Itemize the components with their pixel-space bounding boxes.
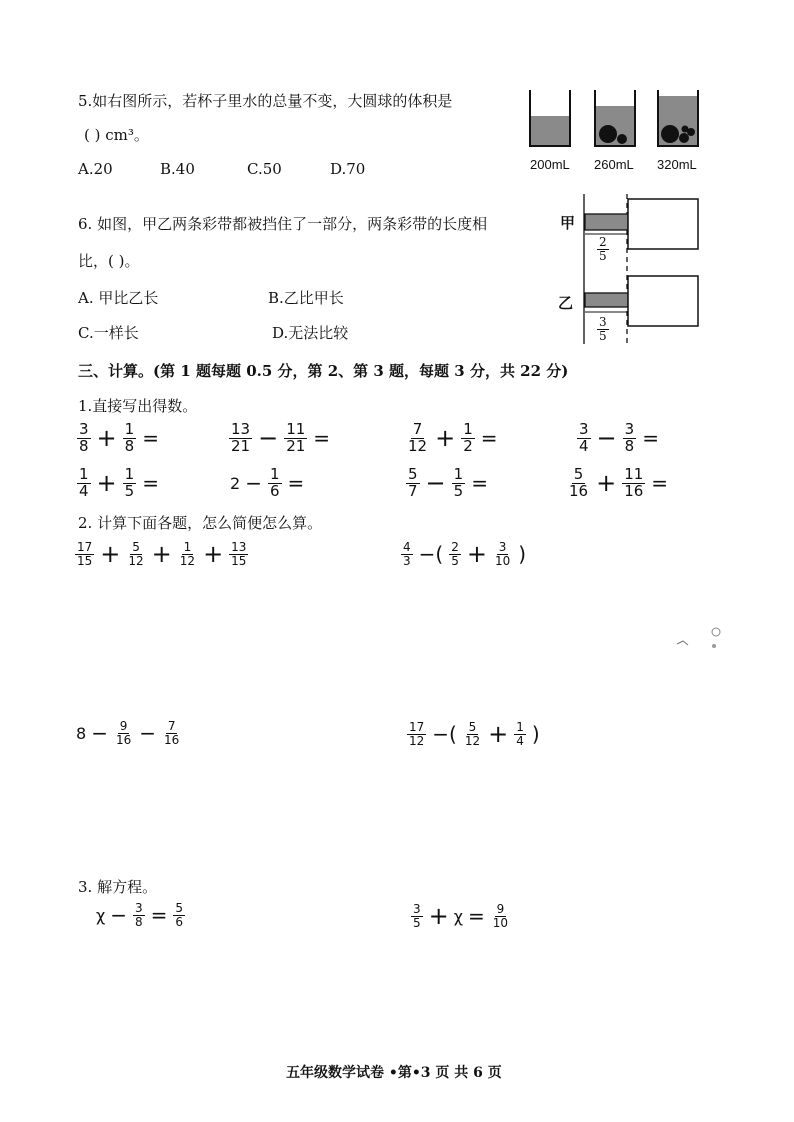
equation-2: $\frac{3}{5}$ + χ = $\frac{9}{10}$ <box>413 901 509 930</box>
frac-jia: $\frac{2}{5}$ <box>599 235 607 263</box>
q5-option-a: A.20 <box>78 160 113 178</box>
direct-item-4: $\frac{3}{4}$ − $\frac{3}{8}$ = <box>579 420 659 455</box>
q6-option-d: D.无法比较 <box>272 324 349 342</box>
simplify-expr-2: $\frac{4}{3}$ −( $\frac{2}{5}$ + $\frac{3}{10}$ ) <box>403 539 527 568</box>
equation-1: χ − $\frac{3}{8}$ = $\frac{5}{6}$ <box>96 901 184 929</box>
q6-option-b: B.乙比甲长 <box>268 289 344 307</box>
simplify-expr-1: $\frac{17}{15}$ + $\frac{5}{12}$ + $\frac{1}{12}$ + $\frac{13}{15}$ <box>77 539 247 568</box>
page-footer: 五年级数学试卷 •第•3 页 共 6 页 <box>286 1065 502 1081</box>
direct-item-1: $\frac{3}{8}$ + $\frac{1}{8}$ = <box>79 420 159 455</box>
scan-specks <box>672 622 732 652</box>
cup-label-3: 320mL <box>657 157 697 172</box>
q5-option-d: D.70 <box>330 160 366 178</box>
label-jia: 甲 <box>560 214 576 232</box>
direct-item-7: $\frac{5}{7}$ − $\frac{1}{5}$ = <box>408 465 488 500</box>
section3-sub3: 3. 解方程。 <box>78 878 158 896</box>
section3-sub2: 2. 计算下面各题，怎么简便怎么算。 <box>78 514 323 532</box>
q6-option-c: C.一样长 <box>78 324 139 342</box>
cup-260 <box>595 90 635 146</box>
direct-item-3: $\frac{7}{12}$ + $\frac{1}{2}$ = <box>408 420 498 455</box>
frac-yi: $\frac{3}{5}$ <box>599 315 607 343</box>
q6-option-a: A. 甲比乙长 <box>78 289 159 307</box>
label-yi: 乙 <box>558 294 574 312</box>
q5-option-c: C.50 <box>247 160 282 178</box>
cup-320 <box>658 90 698 146</box>
cup-label-1: 200mL <box>530 157 570 172</box>
direct-item-6: 2 − $\frac{1}{6}$ = <box>230 465 305 500</box>
cup-200 <box>530 90 570 146</box>
direct-item-2: $\frac{13}{21}$ − $\frac{11}{21}$ = <box>231 420 331 455</box>
section3-title: 三、计算。(第 1 题每题 0.5 分，第 2、第 3 题，每题 3 分，共 22 分) <box>78 362 569 380</box>
cup-label-2: 260mL <box>594 157 634 172</box>
q5-line1: 5.如右图所示，若杯子里水的总量不变，大圆球的体积是 <box>78 92 453 110</box>
q6-line2: 比，( )。 <box>78 252 140 270</box>
q5-line2: ( ) cm³。 <box>84 126 149 144</box>
cups-figure <box>525 88 705 154</box>
direct-item-8: $\frac{5}{16}$ + $\frac{11}{16}$ = <box>569 465 669 500</box>
q5-option-b: B.40 <box>160 160 195 178</box>
q6-line1: 6. 如图，甲乙两条彩带都被挡住了一部分，两条彩带的长度相 <box>78 215 488 233</box>
simplify-expr-4: $\frac{17}{12}$ −( $\frac{5}{12}$ + $\frac{1}{4}$ ) <box>409 719 540 748</box>
section3-sub1: 1.直接写出得数。 <box>78 397 198 415</box>
simplify-expr-3: 8 − $\frac{9}{16}$ − $\frac{7}{16}$ <box>76 719 180 747</box>
direct-item-5: $\frac{1}{4}$ + $\frac{1}{5}$ = <box>79 465 159 500</box>
